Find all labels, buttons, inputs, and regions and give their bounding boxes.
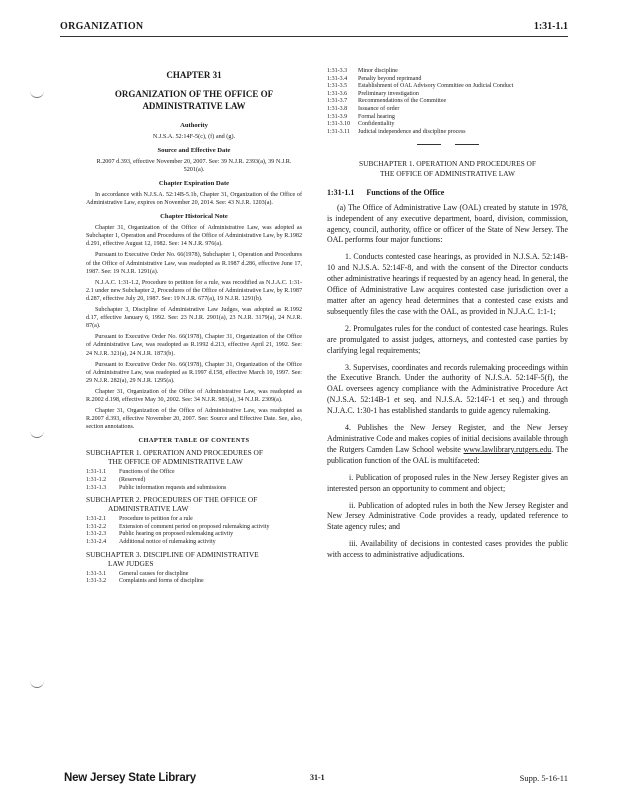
history-paragraph: Subchapter 3, Discipline of Administrative Law Judges, was adopted as R.1992 d.17, effective January 6, 1992. See: 23 N.J.R. 2901(a), 23 N.J.R. 3179(a), 24 N.J.R. 87(a). (86, 307, 302, 330)
subitem-ii: ii. Publication of adopted rules in both the New Jersey Register and New Jersey Administrative Code provides a ready, updated reference to State agency rules; and (327, 500, 568, 532)
toc-subchapter-3-heading: SUBCHAPTER 3. DISCIPLINE OF ADMINISTRATIVE LAW JUDGES (86, 549, 259, 568)
toc-entry[interactable]: 1:31-3.4 Penalty beyond reprimand (327, 75, 422, 82)
toc-entry[interactable]: 1:31-2.4 Additional notice of rulemaking activity (86, 538, 216, 545)
function-item-4: 4. Publishes the New Jersey Register, and the New Jersey Administrative Code and makes copies of initial decisions available through the Rutgers Camden Law School website www.lawlibrary.rutgers.edu. The publication function of the OAL is multifaceted: (327, 423, 568, 465)
authority-text: N.J.S.A. 52:14F-5(c), (f) and (g). (152, 133, 236, 140)
toc-heading: CHAPTER TABLE OF CONTENTS (138, 437, 250, 445)
history-paragraph: Chapter 31, Organization of the Office of Administrative Law, was readopted as R.2007 d.393, effective November 20, 2007. See: Source and Effective Date. See, also, section annotations. (86, 408, 302, 431)
history-paragraph: Pursuant to Executive Order No. 66(1978), Subchapter 1, Operation and Procedures of the Office of Administrative Law, was readopted as R.1987 d.286, effective June 17, 1987. See: 19 N.J.R. 1291(a). (86, 252, 302, 275)
toc-subchapter-1-heading: SUBCHAPTER 1. OPERATION AND PROCEDURES OF THE OFFICE OF ADMINISTRATIVE LAW (86, 448, 263, 467)
punch-hole-mark (30, 680, 44, 688)
history-paragraph: Pursuant to Executive Order No. 66(1978), Chapter 31, Organization of the Office of Administrative Law, was readopted as R.1997 d.158, effective March 10, 1997. See: 29 N.J.R. 282(a), 29 N.J.R. 1295(a). (86, 361, 302, 384)
historical-note-heading: Chapter Historical Note (160, 213, 228, 221)
library-website-link[interactable]: www.lawlibrary.rutgers.edu (463, 444, 552, 454)
punch-hole-mark (30, 90, 44, 98)
subitem-i: i. Publication of proposed rules in the New Jersey Register gives an interested person an opportunity to comment and object; (327, 472, 568, 493)
history-paragraph: Chapter 31, Organization of the Office of Administrative Law, was readopted as R.2002 d.198, effective May 30, 2002. See: 34 N.J.R. 983(a), 34 N.J.R. 2309(a). (86, 388, 302, 403)
chapter-number: CHAPTER 31 (166, 70, 222, 80)
subchapter-1-title: SUBCHAPTER 1. OPERATION AND PROCEDURES OF THE OFFICE OF ADMINISTRATIVE LAW (359, 159, 536, 178)
expiration-text: In accordance with N.J.S.A. 52:14B-5.1b, Chapter 31, Organization of the Office of Administrative Law, expires on November 20, 2014. See: 43 N.J.R. 1203(a). (86, 192, 302, 207)
section-divider (327, 144, 568, 145)
right-column (327, 68, 568, 567)
authority-heading: Authority (180, 122, 208, 129)
page-number: 31-1 (310, 773, 325, 782)
paragraph-a: (a) The Office of Administrative Law (OAL) created by statute in 1978, is independent of any executive department, board, division, commission, agency, council, authority, office or officer of the State of New Jersey. The OAL performs four major functions: (327, 202, 568, 245)
toc-entry[interactable]: 1:31-2.1 Procedure to petition for a rule (86, 516, 193, 523)
page-footer (64, 770, 568, 790)
toc-entry[interactable]: 1:31-3.7 Recommendations of the Committee (327, 98, 447, 105)
history-paragraph: N.J.A.C. 1:31-1.2, Procedure to petition for a rule, was recodified as N.J.A.C. 1:31-2.1 under new Subchapter 2, Procedures of the Office of Administrative Law, by R.1987 d.287, effective July 20, 1987. See: 19 N.J.R. 677(a), 19 N.J.R. 1291(b). (86, 279, 302, 302)
function-item-3: 3. Supervises, coordinates and records rulemaking proceedings within the Executive Branch. Under the authority of N.J.S.A. 52:14F-5(f), the OAL oversees agency compliance with the Administrative Procedure Act (N.J.S.A. 52:14B-1 et seq. and N.J.S.A. 52:14F-1 et seq.) and through N.J.A.C. 1:30-1 has established standards to guide agency rulemaking. (327, 362, 568, 416)
supplement-date: Supp. 5-16-11 (519, 773, 568, 783)
rule-title: Functions of the Office (366, 187, 445, 197)
toc-entry[interactable]: 1:31-3.9 Formal hearing (327, 113, 395, 120)
toc-entry[interactable]: 1:31-2.3 Public hearing on proposed rulemaking activity (86, 531, 234, 538)
toc-entry[interactable]: 1:31-3.3 Minor discipline (327, 68, 398, 74)
expiration-heading: Chapter Expiration Date (158, 180, 230, 187)
toc-entry[interactable]: 1:31-3.10 Confidentiality (327, 121, 395, 128)
function-item-1: 1. Conducts contested case hearings, as provided in N.J.S.A. 52:14B-10 and N.J.S.A. 52:14F-8, and with the consent of the Director conducts other administrative hearings if requested by an agency head. In general, the Office of Administrative Law acquires contested case jurisdiction over a matter after an agency head determines that a contested case exists and subsequently files the case with the OAL, as provided in N.J.A.C. 1:1-1; (327, 252, 568, 316)
source-text: R.2007 d.393, effective November 20, 2007. See: 39 N.J.R. 2393(a), 39 N.J.R. 5201(a). (96, 158, 292, 173)
subitem-iii: iii. Availability of decisions in contested cases provides the public with access to administrative adjudications. (327, 539, 568, 560)
toc-continued (327, 68, 568, 136)
punch-hole-mark (30, 430, 44, 438)
history-paragraph: Pursuant to Executive Order No. 66(1978), Chapter 31, Organization of the Office of Administrative Law, was readopted as R.1992 d.213, effective April 21, 1992. See: 24 N.J.R. 321(a), 24 N.J.R. 1873(b). (86, 334, 302, 357)
toc-entry[interactable]: 1:31-3.5 Establishment of OAL Advisory Committee on Judicial Conduct (327, 83, 514, 90)
toc-entry[interactable]: 1:31-1.2 (Reserved) (86, 476, 146, 483)
toc-entry[interactable]: 1:31-1.3 Public information requests and submissions (86, 484, 227, 491)
toc-subchapter-2-heading: SUBCHAPTER 2. PROCEDURES OF THE OFFICE OF ADMINISTRATIVE LAW (86, 495, 258, 514)
toc-entry[interactable]: 1:31-3.8 Issuance of order (327, 105, 400, 112)
history-paragraph: Chapter 31, Organization of the Office of Administrative Law, was adopted as Subchapter 1, Operation and Procedures of the Office of Administrative Law, by R.1982 d.291, effective August 12, 1982. See: 14 N.J.R. 976(a). (86, 225, 302, 248)
toc-entry[interactable]: 1:31-3.2 Complaints and forms of discipline (86, 578, 204, 585)
toc-entry[interactable]: 1:31-3.11 Judicial independence and discipline process (327, 128, 466, 135)
header-title: ORGANIZATION (60, 21, 144, 32)
library-stamp: New Jersey State Library (64, 772, 196, 784)
toc-entry[interactable]: 1:31-2.2 Extension of comment period on proposed rulemaking activity (86, 523, 270, 530)
rule-heading (327, 188, 568, 197)
toc-entry[interactable]: 1:31-3.1 General causes for discipline (86, 570, 189, 577)
source-heading: Source and Effective Date (157, 147, 231, 154)
toc-entry[interactable]: 1:31-1.1 Functions of the Office (86, 469, 175, 476)
header-section-number: 1:31-1.1 (533, 21, 568, 32)
toc-entry[interactable]: 1:31-3.6 Preliminary investigation (327, 90, 419, 97)
function-item-2: 2. Promulgates rules for the conduct of contested case hearings. Rules are promulgated to assist judges, attorneys, and contested case parties by clarifying legal requirements; (327, 323, 568, 355)
rule-number: 1:31-1.1 (327, 187, 355, 197)
running-header (60, 21, 568, 37)
chapter-title: ORGANIZATION OF THE OFFICE OF ADMINISTRATIVE LAW (114, 89, 274, 111)
left-column (86, 70, 302, 586)
